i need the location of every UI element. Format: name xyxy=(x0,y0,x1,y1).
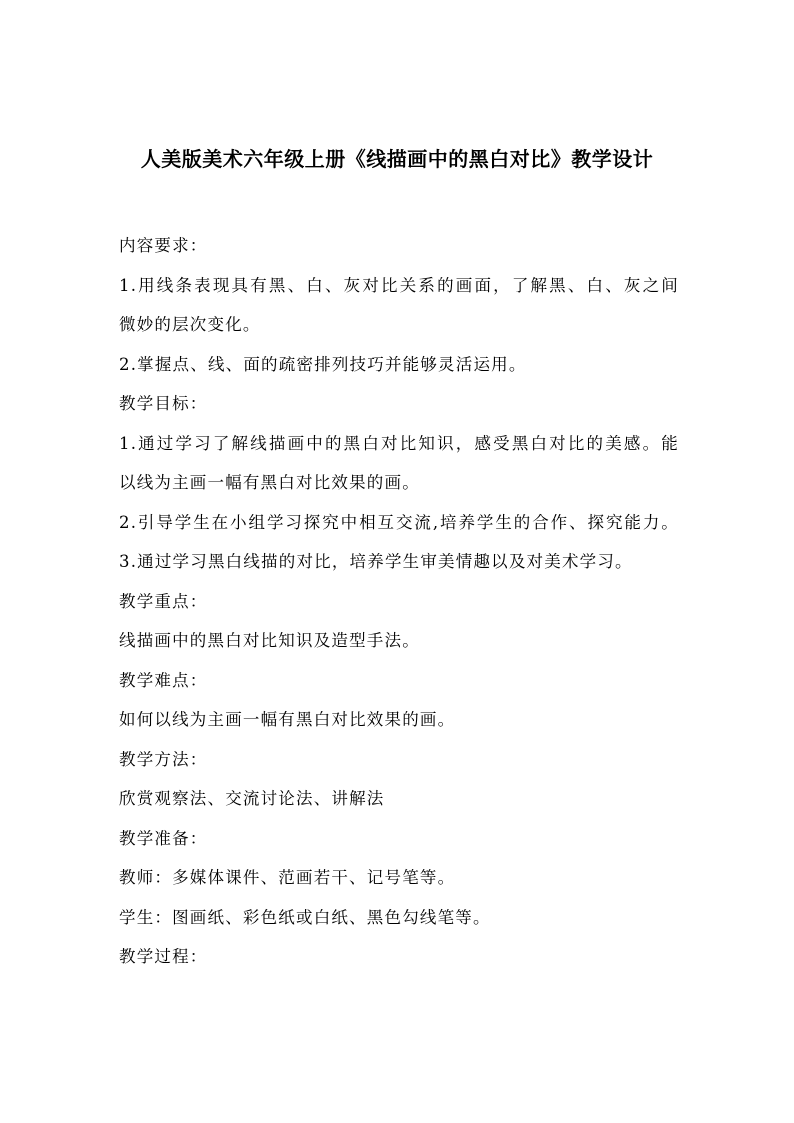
heading-teaching-focus: 教学重点： xyxy=(119,591,208,611)
document-body xyxy=(119,226,679,977)
paragraph-line: 以线为主画一幅有黑白对比效果的画。 xyxy=(119,473,420,492)
paragraph-line: 学生：图画纸、彩色纸或白纸、黑色勾线笔等。 xyxy=(119,907,491,927)
paragraph-line: 2.掌握点、线、面的疏密排列技巧并能够灵活运用。 xyxy=(119,354,527,374)
document-title: 人美版美术六年级上册《线描画中的黑白对比》教学设计 xyxy=(140,147,654,171)
heading-teaching-process: 教学过程： xyxy=(119,947,208,966)
paragraph-line: 微妙的层次变化。 xyxy=(119,315,261,334)
heading-content-requirements: 内容要求： xyxy=(119,236,208,255)
paragraph-line: 1.用线条表现具有黑、白、灰对比关系的画面，了解黑、白、灰之间 xyxy=(119,275,679,295)
paragraph-line: 2.引导学生在小组学习探究中相互交流,培养学生的合作、探究能力。 xyxy=(119,512,679,532)
heading-teaching-goals: 教学目标： xyxy=(119,394,208,413)
paragraph-line: 3.通过学习黑白线描的对比，培养学生审美情趣以及对美术学习。 xyxy=(119,552,633,571)
paragraph-line: 如何以线为主画一幅有黑白对比效果的画。 xyxy=(119,710,456,729)
heading-teaching-methods: 教学方法： xyxy=(119,749,208,769)
paragraph-line: 线描画中的黑白对比知识及造型手法。 xyxy=(119,631,420,650)
paragraph-line: 1.通过学习了解线描画中的黑白对比知识，感受黑白对比的美感。能 xyxy=(119,433,679,453)
heading-teaching-preparation: 教学准备： xyxy=(119,828,208,848)
paragraph-line: 欣赏观察法、交流讨论法、讲解法 xyxy=(119,789,385,808)
heading-teaching-difficulty: 教学难点： xyxy=(119,670,208,690)
paragraph-line: 教师：多媒体课件、范画若干、记号笔等。 xyxy=(119,868,456,887)
